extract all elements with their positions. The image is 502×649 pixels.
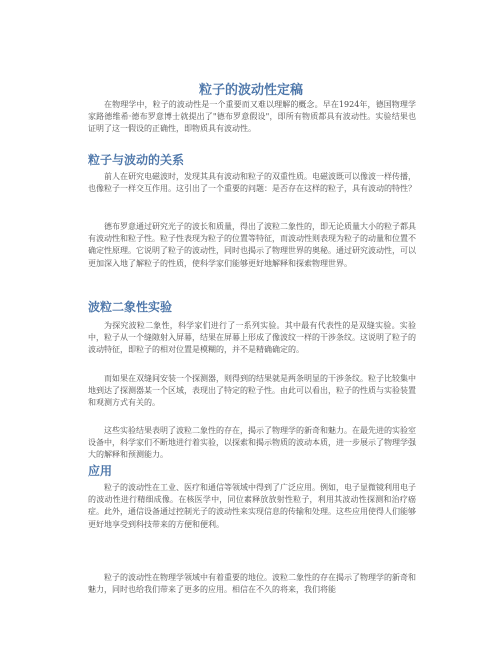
section-paragraph: 这些实验结果表明了波粒二象性的存在，揭示了物理学的新奇和魅力。在最先进的实验室设备中，科学家们不断地进行着实验，以探索和揭示物质的波动本质，进一步展示了物理学强大的解释和预测能力。 (88, 426, 416, 460)
section-heading-duality-experiment: 波粒二象性实验 (88, 300, 173, 314)
section-paragraph: 粒子的波动性在工业、医疗和通信等领域中得到了广泛应用。例如，电子显微镜利用电子的波动性进行精细成像。在核医学中，同位素释放放射性粒子，利用其波动性探测和治疗癌症。此外，通信设备通过控制光子的波动性来实现信息的传输和处理。这些应用使得人们能够更好地享受到科技带来的方便和便利。 (88, 483, 416, 529)
closing-paragraph: 粒子的波动性在物理学领域中有着重要的地位。波粒二象性的存在揭示了物理学的新奇和魅力，同时也给我们带来了更多的应用。相信在不久的将来，我们将能 (88, 573, 416, 595)
intro-paragraph: 在物理学中，粒子的波动性是一个重要而又难以理解的概念。早在1924年，德国物理学家路德维希·德布罗意博士就提出了"德布罗意假设"，即所有物质都具有波动性。实验结果也证明了这一假设的正确性，即物质具有波动性。 (88, 100, 416, 134)
section-paragraph: 德布罗意通过研究光子的波长和质量，得出了波粒二象性的，即无论质量大小的粒子都具有波动性和粒子性。粒子性表现为粒子的位置等特征，而波动性则表现为粒子的动量和位置不确定性原理。它说明了粒子的波动性，同时也揭示了物理世界的奥秘。通过研究波动性，可以更加深入地了解粒子的性质，使科学家们能够更好地解释和探索物理世界。 (88, 222, 416, 268)
section-paragraph: 前人在研究电磁波时，发现其具有波动和粒子的双重性质。电磁波既可以像波一样传播，也像粒子一样交互作用。这引出了一个重要的问题：是否存在这样的粒子，具有波动的特性？ (88, 172, 416, 194)
section-heading-applications: 应用 (88, 464, 113, 478)
document-title: 粒子的波动性定稿 (198, 83, 303, 98)
section-paragraph: 而如果在双缝间安装一个探测器，则得到的结果就是两条明显的干涉条纹。粒子比较集中地到达了探测器某一个区域，表现出了特定的粒子性。由此可以看出，粒子的性质与实验装置和观测方式有关的。 (88, 374, 416, 408)
section-heading-particle-wave: 粒子与波动的关系 (88, 153, 185, 167)
section-paragraph: 为探究波粒二象性，科学家们进行了一系列实验。其中最有代表性的是双缝实验。实验中，粒子从一个缝隙射入屏幕，结果在屏幕上形成了像波纹一样的干涉条纹。这说明了粒子的波动特征，即粒子的相对位置是模糊的，并不是精确确定的。 (88, 321, 416, 355)
